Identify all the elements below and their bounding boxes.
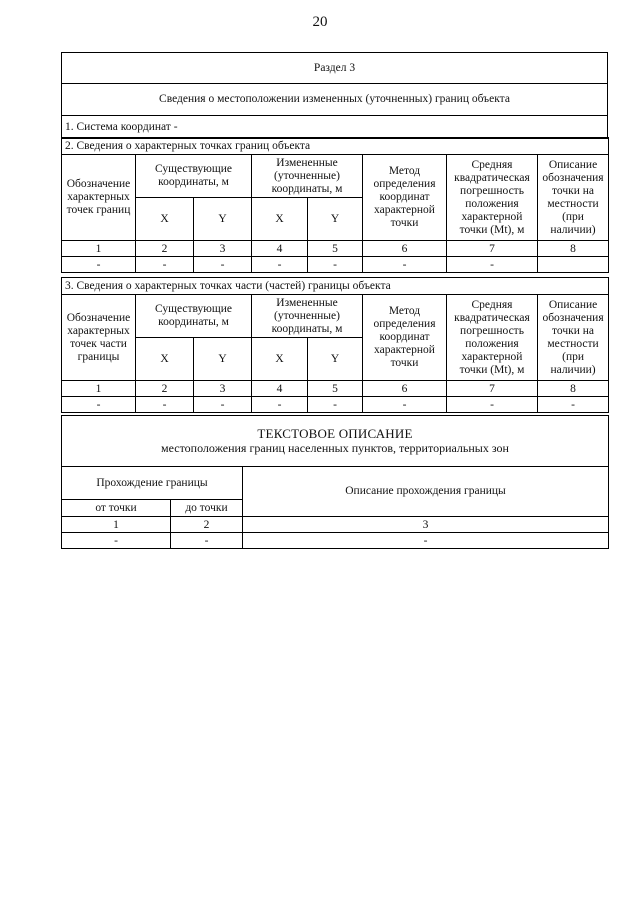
header-y-changed: Y [308,338,363,381]
part-points-table [61,277,609,413]
table-cell: - [447,397,538,413]
column-numbers-row [62,517,609,533]
col-number: 1 [62,381,136,397]
section-header-table [61,52,608,139]
col-number: 4 [252,381,308,397]
header-x-changed: X [252,338,308,381]
col-number: 2 [136,241,194,257]
col-number: 6 [363,241,447,257]
table-cell: - [171,533,243,549]
col-number: 1 [62,517,171,533]
header-y-existing: Y [194,338,252,381]
col-number: 3 [243,517,609,533]
table-cell: - [62,397,136,413]
col-number: 6 [363,381,447,397]
points-table-block [61,137,608,273]
table-cell: - [308,397,363,413]
col-number: 5 [308,381,363,397]
table-cell: - [363,397,447,413]
header-passage: Прохождение границы [62,467,243,500]
table-cell: - [252,397,308,413]
col-number: 5 [308,241,363,257]
header-existing-coords: Существующие координаты, м [136,155,252,198]
header-method: Метод определения координат характерной точки [363,155,447,241]
table-row [62,397,609,413]
col-number: 8 [538,241,609,257]
column-numbers-row [62,381,609,397]
col-number: 3 [194,241,252,257]
col-number: 4 [252,241,308,257]
header-y-changed: Y [308,198,363,241]
header-x-existing: X [136,198,194,241]
header-passage-desc: Описание прохождения границы [243,467,609,517]
header-changed-coords: Измененные (уточненные) координаты, м [252,155,363,198]
header-changed-coords: Измененные (уточненные) координаты, м [252,295,363,338]
table-cell: - [252,257,308,273]
part-points-table-block [61,277,608,413]
points-table [61,137,609,273]
header-error: Средняя квадратическая погрешность положения характерной точки (Mt), м [447,155,538,241]
table-row [62,533,609,549]
header-from-point: от точки [62,500,171,517]
page-number: 20 [312,14,328,30]
section-title: Раздел 3 [62,53,608,84]
col-number: 3 [194,381,252,397]
col-number: 7 [447,241,538,257]
text-description-header [62,416,609,467]
column-numbers-row [62,241,609,257]
table-cell: - [194,257,252,273]
header-existing-coords: Существующие координаты, м [136,295,252,338]
header-point-designation: Обозначение характерных точек границ [62,155,136,241]
col-number: 7 [447,381,538,397]
text-description-title: ТЕКСТОВОЕ ОПИСАНИЕ [257,426,413,441]
section-subtitle: Сведения о местоположении измененных (уточненных) границ объекта [62,84,608,116]
header-error: Средняя квадратическая погрешность положения характерной точки (Mt), м [447,295,538,381]
table-cell: - [308,257,363,273]
table-cell: - [538,397,609,413]
points-table-title: 2. Сведения о характерных точках границ объекта [62,138,609,155]
table-cell [538,257,609,273]
text-description-block [61,415,608,549]
col-number: 8 [538,381,609,397]
col-number: 2 [171,517,243,533]
table-cell: - [194,397,252,413]
header-desc: Описание обозначения точки на местности (при наличии) [538,295,609,381]
part-points-table-title: 3. Сведения о характерных точках части (частей) границы объекта [62,278,609,295]
header-x-existing: X [136,338,194,381]
table-row [62,257,609,273]
header-method: Метод определения координат характерной точки [363,295,447,381]
header-x-changed: X [252,198,308,241]
header-to-point: до точки [171,500,243,517]
text-description-subtitle: местоположения границ населенных пунктов, территориальных зон [161,441,509,455]
text-description-table [61,415,609,549]
table-cell: - [136,257,194,273]
col-number: 2 [136,381,194,397]
section-header-block [61,52,608,139]
coord-system: 1. Система координат - [62,116,608,139]
header-y-existing: Y [194,198,252,241]
table-cell: - [136,397,194,413]
table-cell: - [62,257,136,273]
table-cell: - [243,533,609,549]
table-cell: - [62,533,171,549]
header-desc: Описание обозначения точки на местности (при наличии) [538,155,609,241]
table-cell: - [447,257,538,273]
table-cell: - [363,257,447,273]
col-number: 1 [62,241,136,257]
header-point-designation: Обозначение характерных точек части границы [62,295,136,381]
